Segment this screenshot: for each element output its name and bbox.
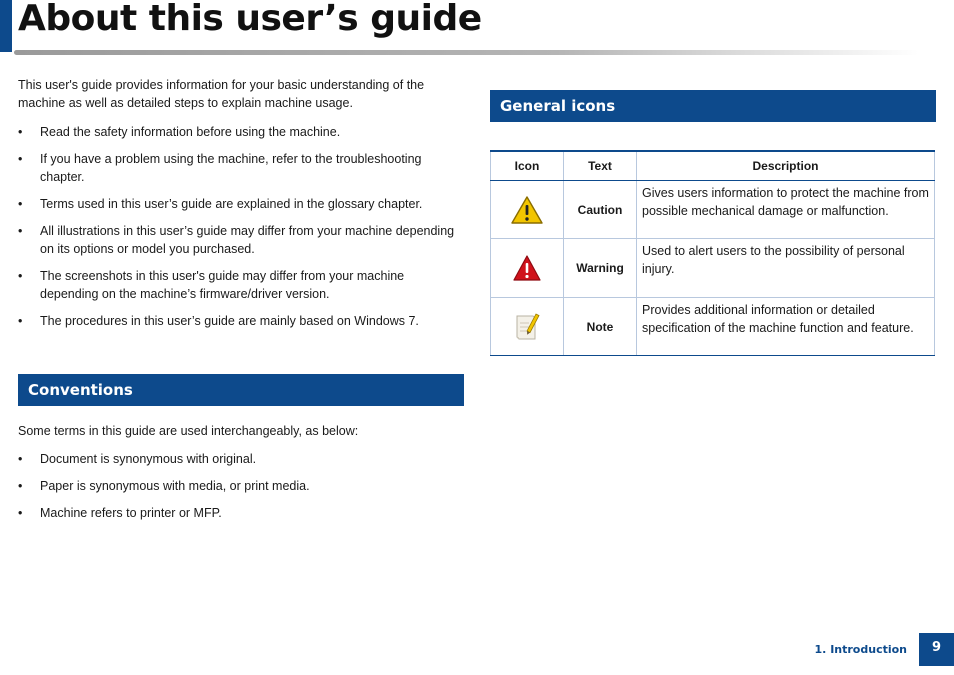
bullet-marker: • bbox=[18, 452, 23, 466]
column-header-description: Description bbox=[637, 151, 935, 181]
icon-cell bbox=[491, 298, 564, 356]
note-pencil-icon bbox=[513, 311, 541, 343]
column-header-text: Text bbox=[564, 151, 637, 181]
bullet-marker: • bbox=[18, 479, 23, 493]
list-item-text: Machine refers to printer or MFP. bbox=[40, 506, 222, 520]
title-accent-bar bbox=[0, 0, 12, 52]
column-header-icon: Icon bbox=[491, 151, 564, 181]
footer-chapter-label: 1. Introduction bbox=[814, 643, 907, 656]
list-item bbox=[18, 123, 464, 141]
bullet-marker: • bbox=[18, 314, 23, 328]
list-item-text: The screenshots in this user's guide may differ from your machine depending on the machine’s firmware/driver version. bbox=[40, 269, 405, 301]
list-item bbox=[18, 504, 464, 522]
table-row bbox=[491, 239, 935, 298]
conventions-bullet-list bbox=[18, 450, 464, 531]
list-item-text: Terms used in this user’s guide are explained in the glossary chapter. bbox=[40, 197, 423, 211]
icon-text-label: Warning bbox=[564, 239, 637, 298]
page-number: 9 bbox=[919, 633, 954, 666]
bullet-marker: • bbox=[18, 152, 23, 166]
table-row bbox=[491, 181, 935, 239]
bullet-marker: • bbox=[18, 125, 23, 139]
list-item bbox=[18, 312, 464, 330]
general-icons-table bbox=[490, 150, 935, 356]
conventions-paragraph: Some terms in this guide are used interchangeably, as below: bbox=[18, 424, 359, 438]
list-item bbox=[18, 450, 464, 468]
list-item-text: Paper is synonymous with media, or print media. bbox=[40, 479, 310, 493]
intro-paragraph: This user's guide provides information for your basic understanding of the machine as well as detailed steps to explain machine usage. bbox=[18, 78, 425, 110]
list-item-text: Read the safety information before using the machine. bbox=[40, 125, 341, 139]
bullet-marker: • bbox=[18, 224, 23, 238]
list-item-text: If you have a problem using the machine, refer to the troubleshooting chapter. bbox=[40, 152, 422, 184]
list-item-text: The procedures in this user’s guide are mainly based on Windows 7. bbox=[40, 314, 419, 328]
conventions-heading: Conventions bbox=[18, 374, 464, 406]
bullet-marker: • bbox=[18, 506, 23, 520]
list-item bbox=[18, 477, 464, 495]
warning-triangle-icon bbox=[512, 254, 542, 282]
list-item bbox=[18, 222, 464, 258]
page-title: About this user’s guide bbox=[18, 0, 482, 39]
bullet-marker: • bbox=[18, 197, 23, 211]
icon-text-label: Caution bbox=[564, 181, 637, 239]
icon-description: Provides additional information or detailed specification of the machine function and feature. bbox=[637, 298, 935, 356]
icon-description: Gives users information to protect the machine from possible mechanical damage or malfunction. bbox=[637, 181, 935, 239]
list-item bbox=[18, 267, 464, 303]
list-item bbox=[18, 150, 464, 186]
table-row bbox=[491, 298, 935, 356]
icon-cell bbox=[491, 181, 564, 239]
icon-description: Used to alert users to the possibility of personal injury. bbox=[637, 239, 935, 298]
bullet-marker: • bbox=[18, 269, 23, 283]
icon-text-label: Note bbox=[564, 298, 637, 356]
table-header-row bbox=[491, 151, 935, 181]
list-item bbox=[18, 195, 464, 213]
list-item-text: All illustrations in this user’s guide may differ from your machine depending on its options or model you purchased. bbox=[40, 224, 455, 256]
caution-triangle-icon bbox=[510, 195, 544, 225]
intro-bullet-list bbox=[18, 123, 464, 339]
title-divider bbox=[14, 50, 919, 55]
icon-cell bbox=[491, 239, 564, 298]
general-icons-heading: General icons bbox=[490, 90, 936, 122]
list-item-text: Document is synonymous with original. bbox=[40, 452, 257, 466]
